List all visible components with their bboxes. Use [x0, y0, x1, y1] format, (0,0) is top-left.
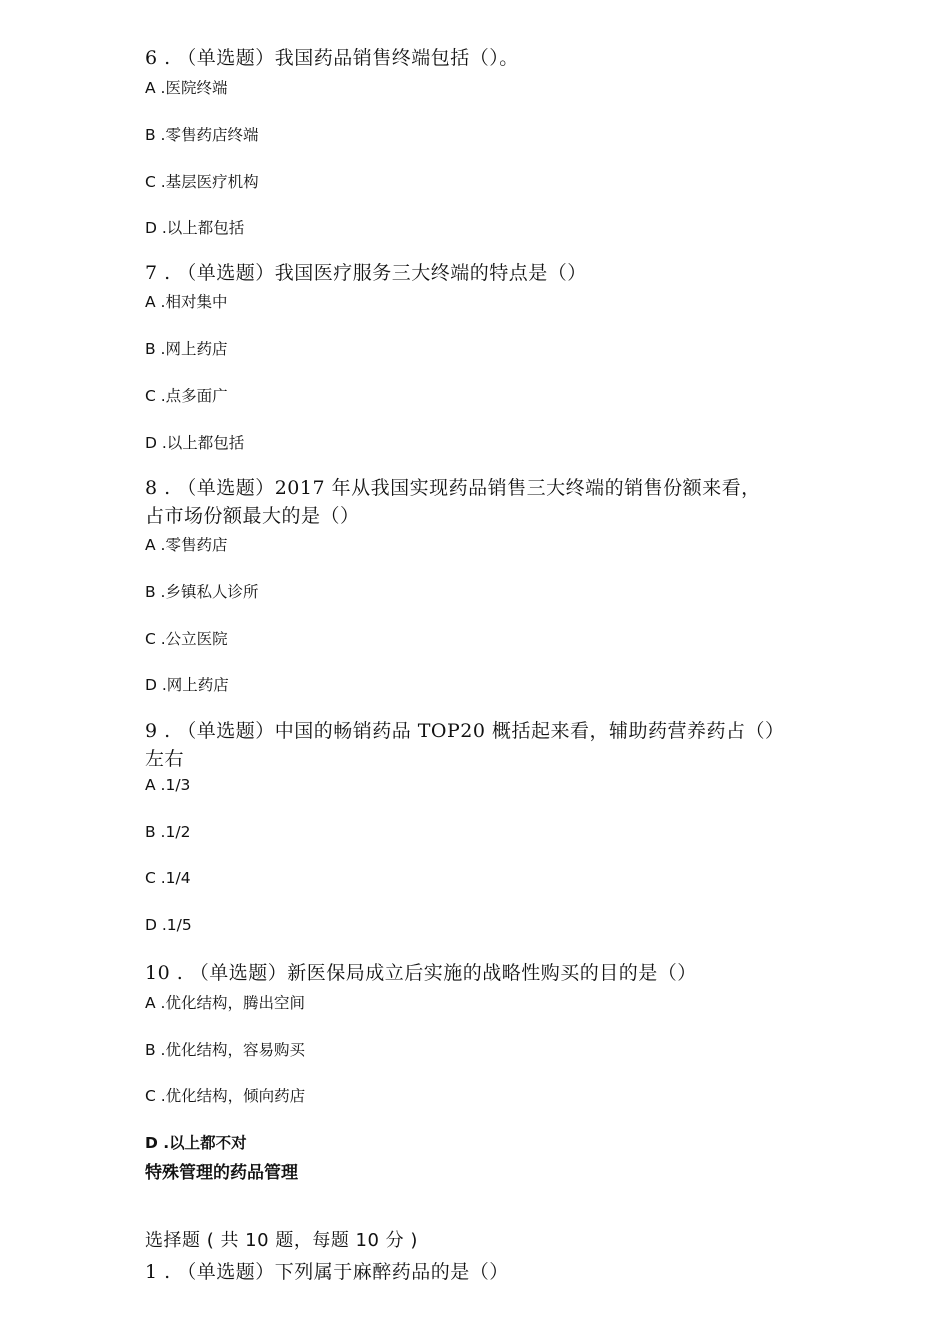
question-9-option-c: C .1/4	[145, 869, 191, 887]
question-8-option-a: A .零售药店	[145, 536, 228, 554]
question-8-option-b: B .乡镇私人诊所	[145, 583, 259, 601]
question-8-option-d: D .网上药店	[145, 676, 229, 694]
question-6-option-d: D .以上都包括	[145, 219, 245, 237]
question-8-option-c: C .公立医院	[145, 630, 228, 648]
question-9-option-a: A .1/3	[145, 776, 191, 794]
question-10-option-d: D .以上都不对	[145, 1134, 247, 1152]
question-7-option-c: C .点多面广	[145, 387, 228, 405]
question-6-option-a: A .医院终端	[145, 79, 228, 97]
question-7-option-b: B .网上药店	[145, 340, 228, 358]
question-6-option-c: C .基层医疗机构	[145, 173, 259, 191]
question-10-text: 10 . （单选题）新医保局成立后实施的战略性购买的目的是（）	[145, 962, 697, 984]
question-10-option-c: C .优化结构，倾向药店	[145, 1087, 306, 1105]
section-intro: 选择题 ( 共 10 题，每题 10 分 )	[145, 1230, 418, 1251]
section-title: 特殊管理的药品管理	[145, 1163, 298, 1183]
question-9-text-line-2: 左右	[145, 748, 185, 770]
question-9-text-line-1: 9 . （单选题）中国的畅销药品 TOP20 概括起来看，辅助药营养药占（）	[145, 720, 785, 742]
question-9-option-b: B .1/2	[145, 823, 191, 841]
question-7-option-a: A .相对集中	[145, 293, 228, 311]
question-8-text-line-1: 8 . （单选题）2017 年从我国实现药品销售三大终端的销售份额来看，	[145, 477, 761, 499]
question-7-option-d: D .以上都包括	[145, 434, 245, 452]
question-8-text-line-2: 占市场份额最大的是（）	[145, 505, 360, 527]
question-7-text: 7 . （单选题）我国医疗服务三大终端的特点是（）	[145, 262, 587, 284]
question-1-text: 1 . （单选题）下列属于麻醉药品的是（）	[145, 1261, 509, 1283]
question-9-option-d: D .1/5	[145, 916, 192, 934]
question-6-text: 6 . （单选题）我国药品销售终端包括（）。	[145, 47, 519, 69]
question-10-option-a: A .优化结构，腾出空间	[145, 994, 305, 1012]
question-10-option-b: B .优化结构，容易购买	[145, 1041, 305, 1059]
question-6-option-b: B .零售药店终端	[145, 126, 259, 144]
